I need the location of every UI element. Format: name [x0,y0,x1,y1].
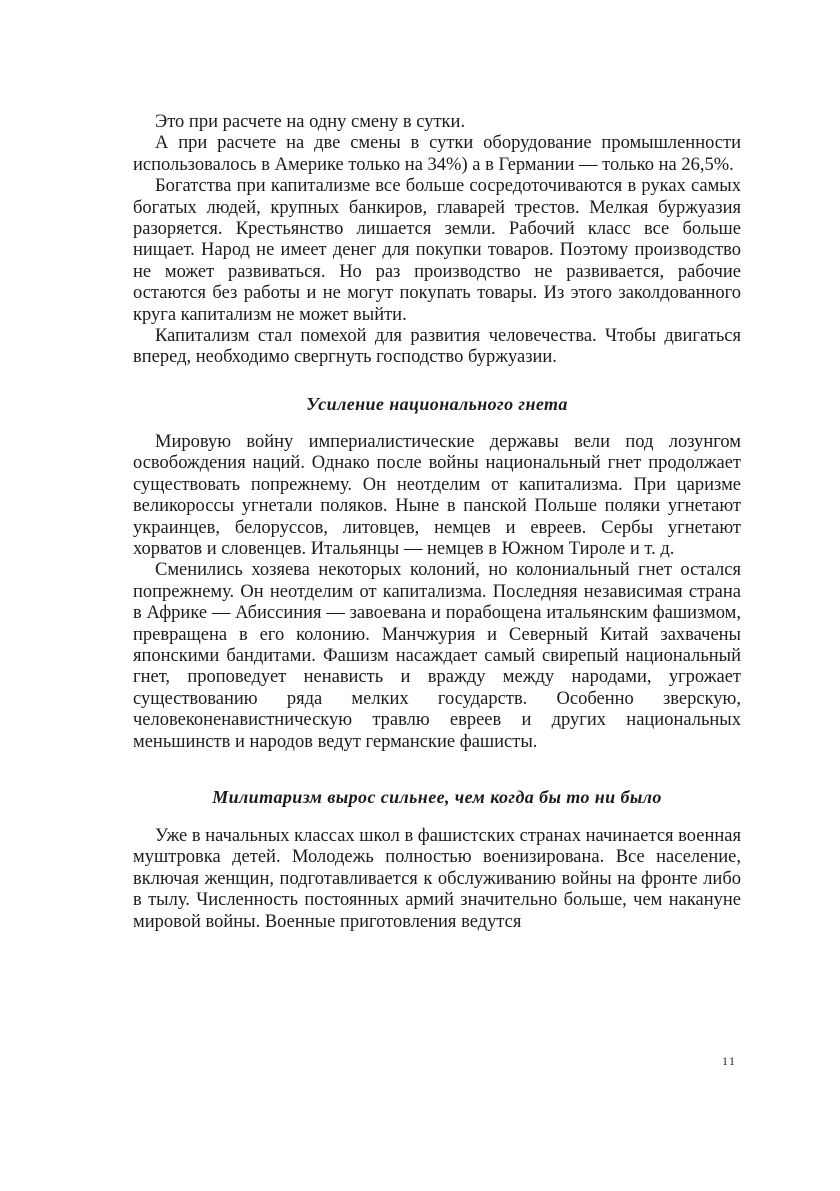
paragraph: Это при расчете на одну смену в сутки. [155,112,466,132]
paragraph: Уже в начальных классах школ в фашистских странах начинается военная муштровка детей. Молодежь полностью военизирована. Все население, включая женщин, подготавливается к обслуживанию войны на фронте либо в тылу. Численность постоянных армий значительно больше, чем накануне мировой войны. Военные приготовления ведутся [133,825,741,932]
section-heading: Усиление национального гнета [306,393,568,414]
paragraph: Богатства при капитализме все больше сосредоточиваются в руках самых богатых людей, крупных банкиров, главарей трестов. Мелкая буржуазия разоряется. Крестьянство лишается земли. Рабочий класс все больше нищает. Народ не имеет денег для покупки товаров. Поэтому производство не может развиваться. Но раз производство не развивается, рабочие остаются без работы и не могут покупать товары. Из этого заколдованного круга капитализм не может выйти. [133,176,741,325]
page-number: 11 [722,1054,737,1068]
paragraph: Мировую войну империалистические державы вели под лозунгом освобождения наций. Однако после войны национальный гнет продолжает существовать попрежнему. Он неотделим от капитализма. При царизме великороссы угнетали поляков. Ныне в панской Польше поляки угнетают украинцев, белоруссов, литовцев, немцев и евреев. Сербы угнетают хорватов и словенцев. Итальянцы — немцев в Южном Тироле и т. д. [133,431,741,559]
section-heading: Милитаризм вырос сильнее, чем когда бы то ни было [212,786,662,807]
paragraph: Капитализм стал помехой для развития человечества. Чтобы двигаться вперед, необходимо свергнуть господство буржуазии. [133,326,741,368]
paragraph: А при расчете на две смены в сутки оборудование промышленности использовалось в Америке только на 34%) а в Германии — только на 26,5%. [133,133,741,175]
paragraph: Сменились хозяева некоторых колоний, но колониальный гнет остался попрежнему. Он неотделим от капитализма. Последняя независимая страна в Африке — Абиссиния — завоевана и порабощена итальянским фашизмом, превращена в его колонию. Манчжурия и Северный Китай захвачены японскими бандитами. Фашизм насаждает самый свирепый национальный гнет, проповедует ненависть и вражду между народами, угрожает существованию ряда мелких государств. Особенно зверскую, человеконенавистническую травлю евреев и других национальных меньшинств и народов ведут германские фашисты. [133,560,741,752]
page-body [133,112,741,933]
